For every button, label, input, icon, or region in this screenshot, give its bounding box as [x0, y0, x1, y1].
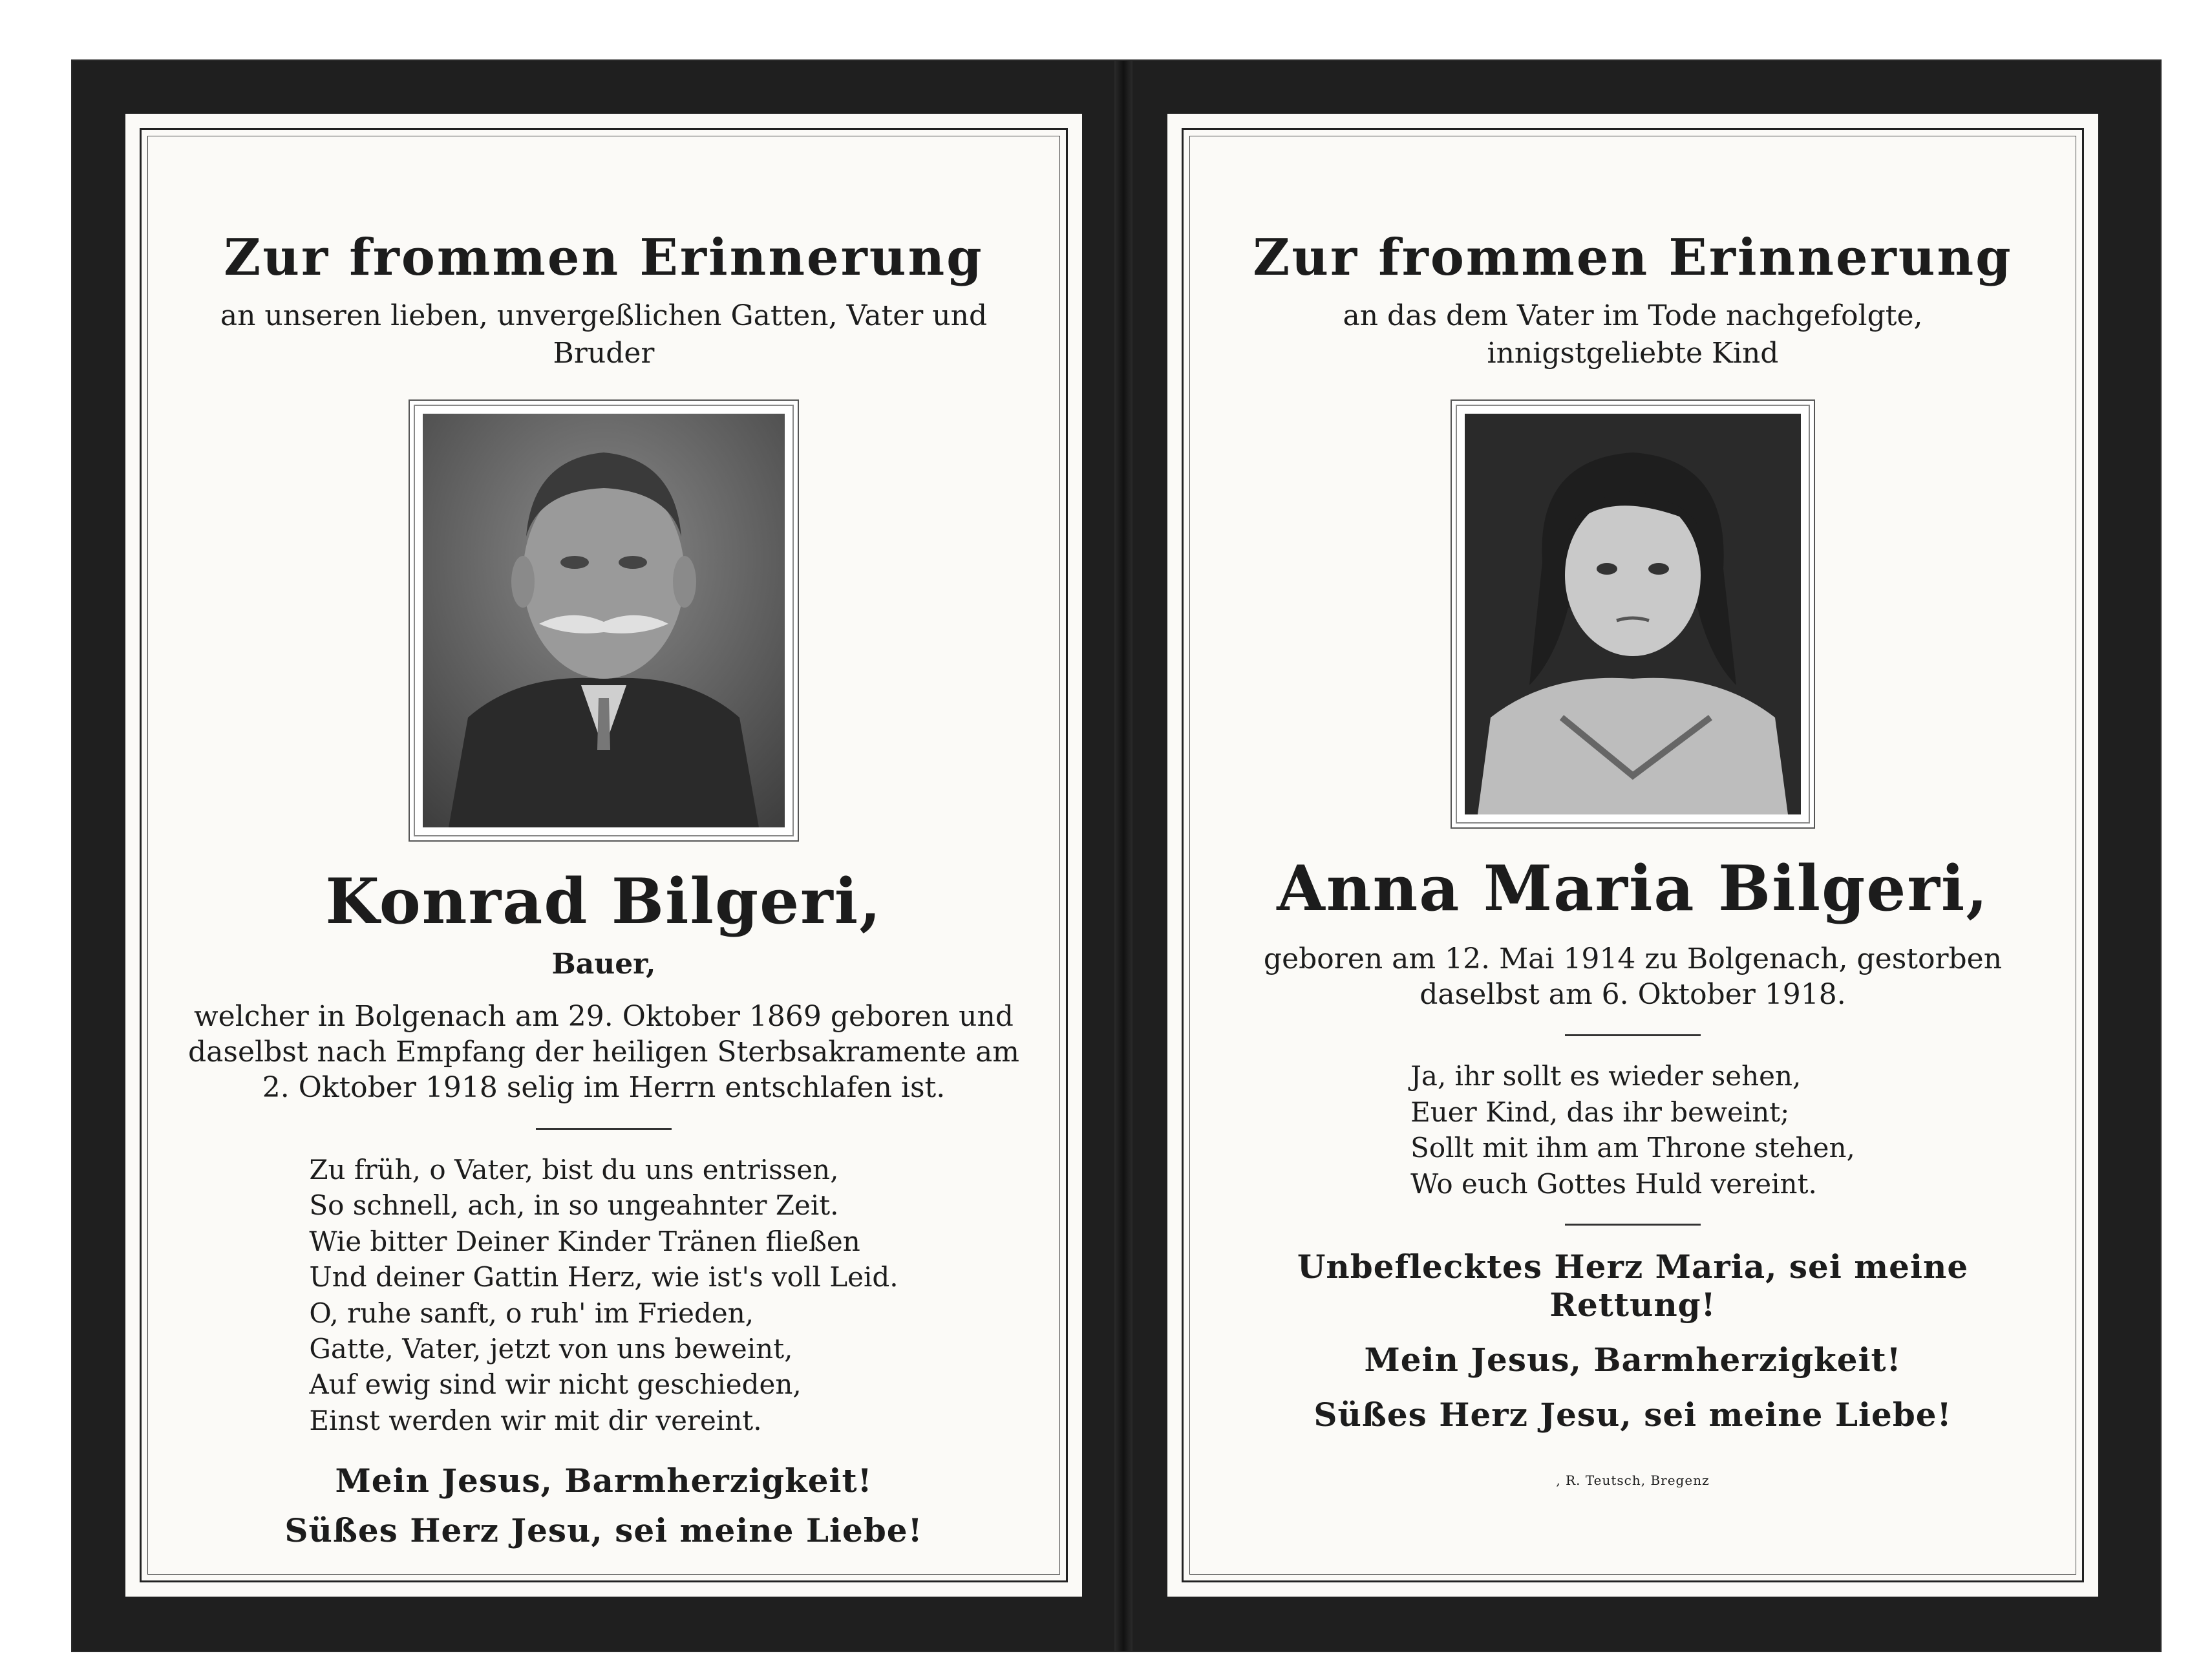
card-fold [1114, 61, 1132, 1651]
poem-line: Ja, ihr sollt es wieder sehen, [1410, 1060, 1802, 1092]
poem-line: Wie bitter Deiner Kinder Tränen fließen [309, 1225, 860, 1257]
divider [1565, 1224, 1701, 1226]
right-panel [1167, 114, 2098, 1597]
printer-imprint: , R. Teutsch, Bregenz [1556, 1473, 1710, 1489]
portrait-photo-man [423, 414, 785, 827]
divider [536, 1128, 672, 1130]
prayer: Mein Jesus, Barmherzigkeit! [1364, 1341, 1902, 1379]
prayer: Süßes Herz Jesu, sei meine Liebe! [284, 1511, 923, 1550]
prayer: Süßes Herz Jesu, sei meine Liebe! [1313, 1396, 1952, 1434]
poem-line: Gatte, Vater, jetzt von uns beweint, [309, 1333, 793, 1365]
poem-line: O, ruhe sanft, o ruh' im Frieden, [309, 1297, 754, 1329]
poem-line: So schnell, ach, in so ungeahnter Zeit. [309, 1189, 839, 1222]
portrait-frame [1451, 399, 1815, 829]
dedication: an das dem Vater im Tode nachgefolgte, innigstgeliebte Kind [1343, 299, 1923, 370]
poem-line: Sollt mit ihm am Throne stehen, [1410, 1132, 1855, 1164]
deceased-name: Konrad Bilgeri, [325, 864, 882, 938]
poem-line: Zu früh, o Vater, bist du uns entrissen, [309, 1153, 839, 1186]
prayer: Unbeflecktes Herz Maria, sei meine Rettung! [1297, 1248, 1969, 1324]
left-panel [125, 114, 1082, 1597]
occupation: Bauer, [551, 947, 656, 981]
poem-line: Euer Kind, das ihr beweint; [1410, 1096, 1790, 1128]
poem [1410, 1058, 1855, 1202]
poem-line: Auf ewig sind wir nicht geschieden, [309, 1368, 802, 1401]
dedication: an unseren lieben, unvergeßlichen Gatten, Vater und Bruder [220, 299, 988, 370]
portrait-frame [409, 399, 799, 842]
biography: geboren am 12. Mai 1914 zu Bolgenach, gestorben daselbst am 6. Oktober 1918. [1263, 942, 2003, 1011]
poem-line: Wo euch Gottes Huld vereint. [1410, 1167, 1817, 1200]
divider [1565, 1034, 1701, 1036]
poem-line: Einst werden wir mit dir vereint. [309, 1404, 762, 1436]
portrait-photo-child [1465, 414, 1801, 814]
biography: welcher in Bolgenach am 29. Oktober 1869 geboren und daselbst nach Empfang der heiligen Sterbsakramente am 2. Oktober 1918 selig im Herrn entschlafen ist. [188, 999, 1019, 1105]
memorial-card [72, 61, 2160, 1651]
heading: Zur frommen Erinnerung [224, 228, 984, 287]
prayer: Mein Jesus, Barmherzigkeit! [335, 1462, 873, 1500]
heading: Zur frommen Erinnerung [1253, 228, 2013, 287]
deceased-name: Anna Maria Bilgeri, [1277, 851, 1989, 925]
poem [309, 1152, 898, 1439]
poem-line: Und deiner Gattin Herz, wie ist's voll Leid. [309, 1261, 898, 1293]
